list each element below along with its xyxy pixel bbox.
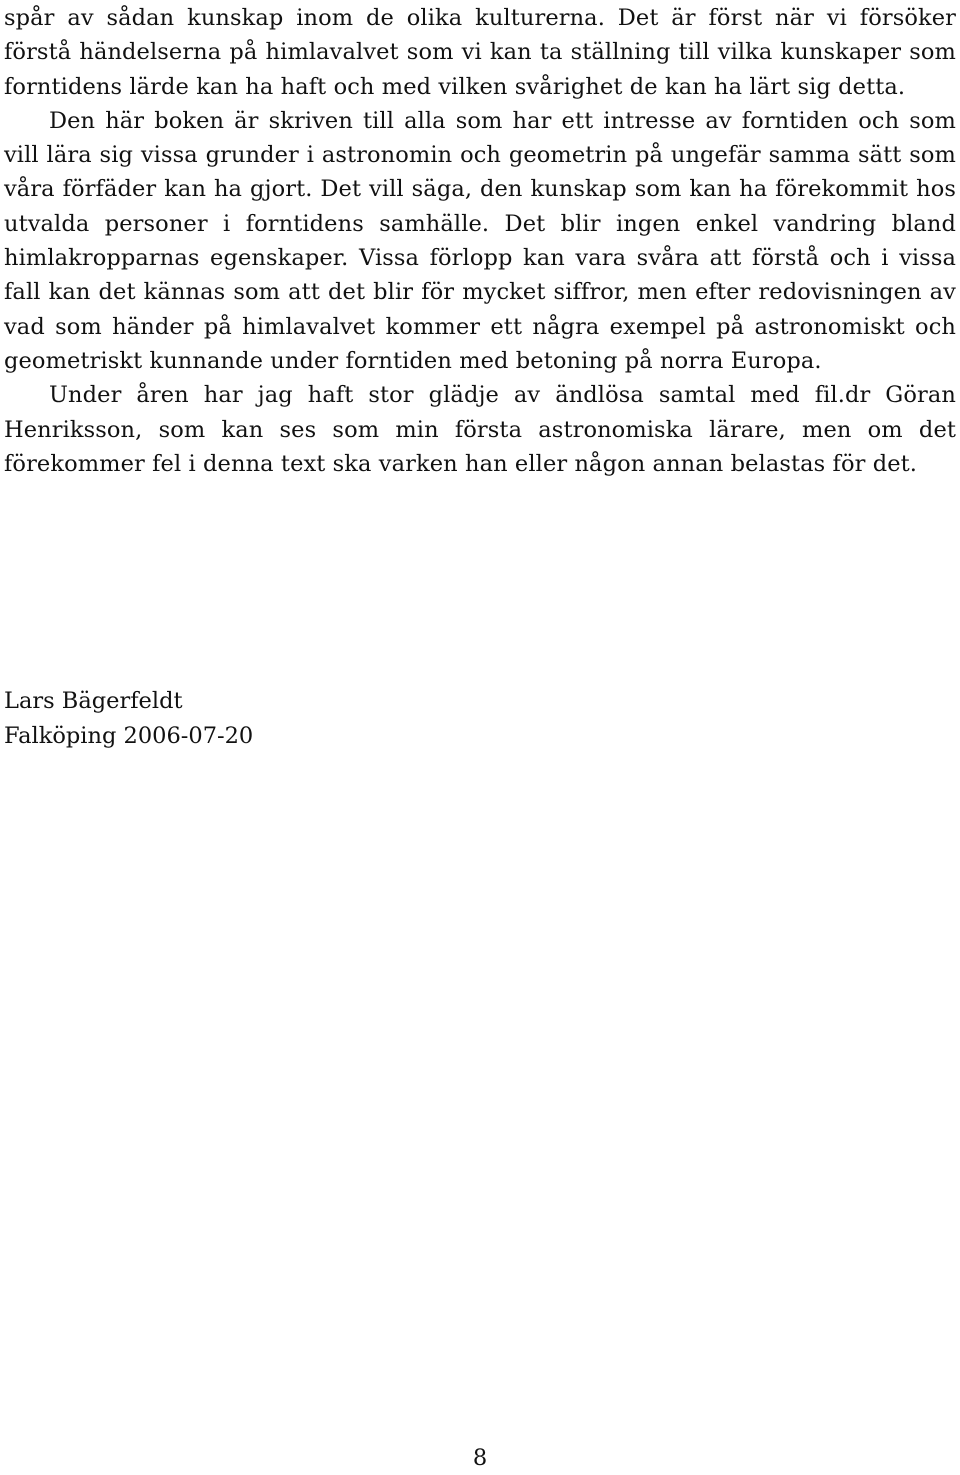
author-name: Lars Bägerfeldt [4, 688, 183, 714]
document-page [4, 0, 956, 481]
paragraph-book-intro: Den här boken är skriven till alla som har ett intresse av forntiden och som vill lära sig vissa grunder i astronomin och geometrin på ungefär samma sätt som våra förfäder kan ha gjort. Det vill säga, den kunskap som kan ha förekommit hos utvalda personer i forntidens samhälle. Det blir ingen enkel vandring bland himlakropparnas egenskaper. Vissa förlopp kan vara svåra att förstå och i vissa fall kan det kännas som att det blir för mycket siffror, men efter redovisningen av vad som händer på himlavalvet kommer ett några exempel på astronomiskt och geometriskt kunnande under forntiden med betoning på norra Europa. [4, 107, 956, 374]
signature-block [4, 684, 253, 753]
paragraph-continuation: spår av sådan kunskap inom de olika kulturerna. Det är först när vi försöker förstå händelserna på himlavalvet som vi kan ta ställning till vilka kunskaper som forntidens lärde kan ha haft och med vilken svårighet de kan ha lärt sig detta. [4, 5, 956, 100]
page-number: 8 [472, 1445, 488, 1471]
place-date: Falköping 2006-07-20 [4, 722, 254, 749]
paragraph-acknowledgement: Under åren har jag haft stor glädje av ändlösa samtal med fil.dr Göran Henriksson, som kan ses som min första astronomiska lärare, men om det förekommer fel i denna text ska varken han eller någon annan belastas för det. [4, 382, 956, 477]
